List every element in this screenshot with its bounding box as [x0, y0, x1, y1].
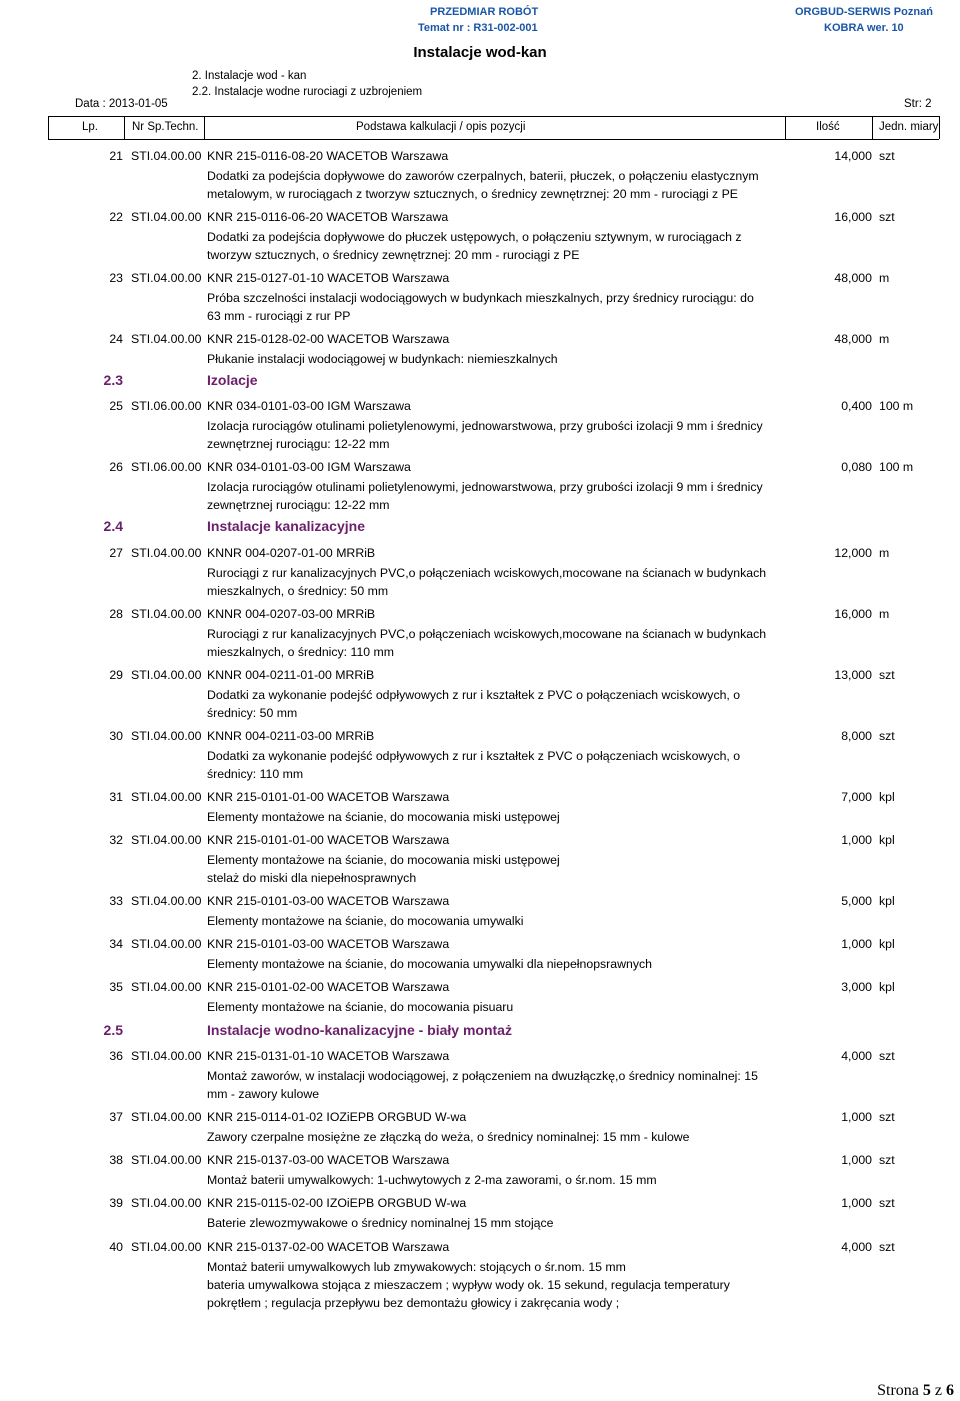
item-number: 23 [109, 271, 123, 285]
item-quantity: 0,080 [841, 460, 872, 474]
col-lp: Lp. [82, 121, 98, 133]
item-knr: KNR 215-0101-01-00 WACETOB Warszawa [207, 790, 450, 804]
page-footer [877, 1382, 954, 1400]
item-knr: KNR 034-0101-03-00 IGM Warszawa [207, 460, 411, 474]
item-description: Elementy montażowe na ścianie, do mocowania miski ustępowej [207, 810, 560, 824]
item-spec-code: STI.04.00.00 [131, 1196, 202, 1210]
item-description: Próba szczelności instalacji wodociągowych w budynkach mieszkalnych, przy średnicy rurociągu: do 63 mm - rurociągi z rur PP [207, 291, 754, 323]
item-quantity: 1,000 [841, 1153, 872, 1167]
item-description: Baterie zlewozmywakowe o średnicy nominalnej 15 mm stojące [207, 1216, 554, 1230]
item-description: Montaż baterii umywalkowych lub zmywakowych: stojących o śr.nom. 15 mm bateria umywalkowa stojąca z mieszaczem ; wypływ wody ok. 15 sekund, regulacja temperatury pokrętłem ; regulacja przepływu bez demontażu głowicy i zakręcania wody ; [207, 1260, 730, 1310]
item-knr: KNR 215-0115-02-00 IZOiEPB ORGBUD W-wa [207, 1196, 467, 1210]
section-number: 2.3 [103, 372, 123, 388]
item-number: 32 [109, 833, 123, 847]
item-quantity: 13,000 [834, 668, 872, 682]
item-unit: szt [879, 1240, 895, 1254]
item-knr: KNR 215-0114-01-02 IOZiEPB ORGBUD W-wa [207, 1110, 467, 1124]
item-unit: szt [879, 1110, 895, 1124]
item-quantity: 48,000 [834, 332, 872, 346]
item-knr: KNNR 004-0207-01-00 MRRiB [207, 546, 376, 560]
subchapter-title: 2.2. Instalacje wodne rurociagi z uzbrojeniem [192, 86, 423, 98]
item-number: 36 [109, 1049, 123, 1063]
item-unit: kpl [879, 790, 895, 804]
company-name: ORGBUD-SERWIS Poznań [795, 6, 933, 18]
item-quantity: 8,000 [841, 729, 872, 743]
item-description: Rurociągi z rur kanalizacyjnych PVC,o połączeniach wciskowych,mocowane na ścianach w budynkach mieszkalnych, o średnicy: 50 mm [207, 566, 767, 598]
item-quantity: 5,000 [841, 894, 872, 908]
item-number: 29 [109, 668, 123, 682]
item-number: 25 [109, 399, 123, 413]
item-description: Izolacja rurociągów otulinami polietylenowymi, jednowarstwowa, przy grubości izolacji 9 mm i średnicy zewnętrznej rurociągu: 12-22 mm [207, 419, 763, 451]
item-unit: szt [879, 1196, 895, 1210]
item-unit: m [879, 332, 890, 346]
item-quantity: 1,000 [841, 937, 872, 951]
item-number: 33 [109, 894, 123, 908]
item-quantity: 3,000 [841, 980, 872, 994]
item-knr: KNR 215-0101-03-00 WACETOB Warszawa [207, 937, 450, 951]
item-quantity: 7,000 [841, 790, 872, 804]
document-date: Data : 2013-01-05 [75, 98, 168, 110]
software-version: KOBRA wer. 10 [824, 22, 904, 34]
col-basis: Podstawa kalkulacji / opis pozycji [356, 121, 526, 133]
item-knr: KNR 034-0101-03-00 IGM Warszawa [207, 399, 411, 413]
item-knr: KNR 215-0137-03-00 WACETOB Warszawa [207, 1153, 450, 1167]
item-unit: kpl [879, 937, 895, 951]
col-qty: Ilość [816, 121, 840, 133]
item-spec-code: STI.04.00.00 [131, 790, 202, 804]
item-unit: szt [879, 149, 895, 163]
item-quantity: 16,000 [834, 210, 872, 224]
item-quantity: 1,000 [841, 833, 872, 847]
item-number: 22 [109, 210, 123, 224]
item-number: 24 [109, 332, 123, 346]
item-quantity: 1,000 [841, 1110, 872, 1124]
item-unit: m [879, 607, 890, 621]
footer-z: z [934, 1382, 942, 1399]
item-number: 34 [109, 937, 123, 951]
item-knr: KNNR 004-0211-01-00 MRRiB [207, 668, 375, 682]
item-spec-code: STI.04.00.00 [131, 1153, 202, 1167]
item-knr: KNR 215-0116-08-20 WACETOB Warszawa [207, 149, 449, 163]
item-description: Dodatki za wykonanie podejść odpływowych z rur i kształtek z PVC o połączeniach wciskowych, o średnicy: 110 mm [207, 749, 741, 781]
item-spec-code: STI.04.00.00 [131, 1110, 202, 1124]
item-number: 26 [109, 460, 123, 474]
item-spec-code: STI.04.00.00 [131, 1049, 202, 1063]
item-spec-code: STI.06.00.00 [131, 399, 202, 413]
item-spec-code: STI.04.00.00 [131, 729, 202, 743]
item-number: 39 [109, 1196, 123, 1210]
item-quantity: 4,000 [841, 1049, 872, 1063]
section-number: 2.4 [103, 518, 123, 534]
item-quantity: 4,000 [841, 1240, 872, 1254]
item-knr: KNNR 004-0207-03-00 MRRiB [207, 607, 376, 621]
item-spec-code: STI.04.00.00 [131, 210, 202, 224]
doc-type: PRZEDMIAR ROBÓT [430, 6, 539, 18]
item-unit: szt [879, 729, 895, 743]
item-description: Montaż zaworów, w instalacji wodociągowej, z połączeniem na dwuzłączkę,o średnicy nominalnej: 15 mm - zawory kulowe [207, 1069, 758, 1101]
item-number: 28 [109, 607, 123, 621]
item-description: Rurociągi z rur kanalizacyjnych PVC,o połączeniach wciskowych,mocowane na ścianach w budynkach mieszkalnych, o średnicy: 110 mm [207, 627, 767, 659]
item-knr: KNNR 004-0211-03-00 MRRiB [207, 729, 375, 743]
item-quantity: 1,000 [841, 1196, 872, 1210]
footer-total: 6 [946, 1382, 954, 1399]
page-title: Instalacje wod-kan [413, 44, 547, 61]
item-unit: szt [879, 1049, 895, 1063]
item-spec-code: STI.04.00.00 [131, 980, 202, 994]
column-header [48, 116, 939, 140]
item-unit: m [879, 271, 890, 285]
item-knr: KNR 215-0101-02-00 WACETOB Warszawa [207, 980, 450, 994]
item-spec-code: STI.04.00.00 [131, 149, 202, 163]
item-quantity: 0,400 [841, 399, 872, 413]
section-title: Instalacje wodno-kanalizacyjne - biały montaż [207, 1022, 512, 1038]
item-knr: KNR 215-0116-06-20 WACETOB Warszawa [207, 210, 449, 224]
item-knr: KNR 215-0128-02-00 WACETOB Warszawa [207, 332, 450, 346]
item-number: 21 [109, 149, 123, 163]
item-knr: KNR 215-0127-01-10 WACETOB Warszawa [207, 271, 450, 285]
chapter-title: 2. Instalacje wod - kan [192, 70, 307, 82]
item-description: Zawory czerpalne mosiężne ze złączką do weża, o średnicy nominalnej: 15 mm - kulowe [207, 1130, 690, 1144]
item-spec-code: STI.04.00.00 [131, 332, 202, 346]
item-number: 38 [109, 1153, 123, 1167]
col-nr: Nr Sp.Techn. [132, 121, 199, 133]
item-spec-code: STI.04.00.00 [131, 271, 202, 285]
item-spec-code: STI.04.00.00 [131, 668, 202, 682]
item-spec-code: STI.04.00.00 [131, 1240, 202, 1254]
item-description: Płukanie instalacji wodociągowej w budynkach: niemieszkalnych [207, 352, 558, 366]
item-quantity: 14,000 [834, 149, 872, 163]
item-quantity: 48,000 [834, 271, 872, 285]
item-unit: kpl [879, 894, 895, 908]
item-spec-code: STI.04.00.00 [131, 607, 202, 621]
col-unit: Jedn. miary [879, 121, 939, 133]
item-unit: m [879, 546, 890, 560]
footer-strona: Strona [877, 1382, 919, 1399]
item-unit: szt [879, 210, 895, 224]
item-description: Dodatki za podejścia dopływowe do płuczek ustępowych, o połączeniu sztywnym, w rurociągach z tworzyw sztucznych, o średnicy zewnętrznej: 20 mm - rurociągi z PE [207, 230, 742, 262]
item-description: Elementy montażowe na ścianie, do mocowania umywalki dla niepełnopsrawnych [207, 957, 652, 971]
item-knr: KNR 215-0101-01-00 WACETOB Warszawa [207, 833, 450, 847]
section-title: Izolacje [207, 372, 258, 388]
item-quantity: 12,000 [834, 546, 872, 560]
item-knr: KNR 215-0137-02-00 WACETOB Warszawa [207, 1240, 450, 1254]
item-number: 40 [109, 1240, 123, 1254]
item-quantity: 16,000 [834, 607, 872, 621]
item-unit: 100 m [879, 460, 914, 474]
item-description: Elementy montażowe na ścianie, do mocowania umywalki [207, 914, 524, 928]
page-number-header: Str: 2 [904, 98, 932, 110]
item-number: 37 [109, 1110, 123, 1124]
item-unit: 100 m [879, 399, 914, 413]
item-unit: kpl [879, 833, 895, 847]
item-unit: szt [879, 668, 895, 682]
item-spec-code: STI.04.00.00 [131, 546, 202, 560]
item-number: 31 [109, 790, 123, 804]
section-title: Instalacje kanalizacyjne [207, 518, 365, 534]
item-unit: kpl [879, 980, 895, 994]
item-description: Elementy montażowe na ścianie, do mocowania pisuaru [207, 1000, 514, 1014]
item-knr: KNR 215-0131-01-10 WACETOB Warszawa [207, 1049, 450, 1063]
item-number: 35 [109, 980, 123, 994]
footer-page: 5 [922, 1382, 931, 1399]
topic-number: Temat nr : R31-002-001 [418, 22, 538, 34]
item-description: Izolacja rurociągów otulinami polietylenowymi, jednowarstwowa, przy grubości izolacji 9 mm i średnicy zewnętrznej rurociągu: 12-22 mm [207, 480, 763, 512]
item-description: Elementy montażowe na ścianie, do mocowania miski ustępowej stelaż do miski dla niepełnosprawnych [207, 853, 560, 885]
item-description: Dodatki za podejścia dopływowe do zaworów czerpalnych, baterii, płuczek, o połączeniu elastycznym metalowym, w rurociągach z tworzyw sztucznych, o średnicy zewnętrznej: 20 mm - rurociągi z PE [207, 169, 759, 201]
item-spec-code: STI.04.00.00 [131, 833, 202, 847]
item-description: Montaż baterii umywalkowych: 1-uchwytowych z 2-ma zaworami, o śr.nom. 15 mm [207, 1173, 657, 1187]
item-number: 30 [109, 729, 123, 743]
item-spec-code: STI.04.00.00 [131, 894, 202, 908]
section-number: 2.5 [103, 1022, 123, 1038]
item-description: Dodatki za wykonanie podejść odpływowych z rur i kształtek z PVC o połączeniach wciskowych, o średnicy: 50 mm [207, 688, 741, 720]
item-number: 27 [109, 546, 123, 560]
item-unit: szt [879, 1153, 895, 1167]
item-spec-code: STI.06.00.00 [131, 460, 202, 474]
item-knr: KNR 215-0101-03-00 WACETOB Warszawa [207, 894, 450, 908]
item-spec-code: STI.04.00.00 [131, 937, 202, 951]
